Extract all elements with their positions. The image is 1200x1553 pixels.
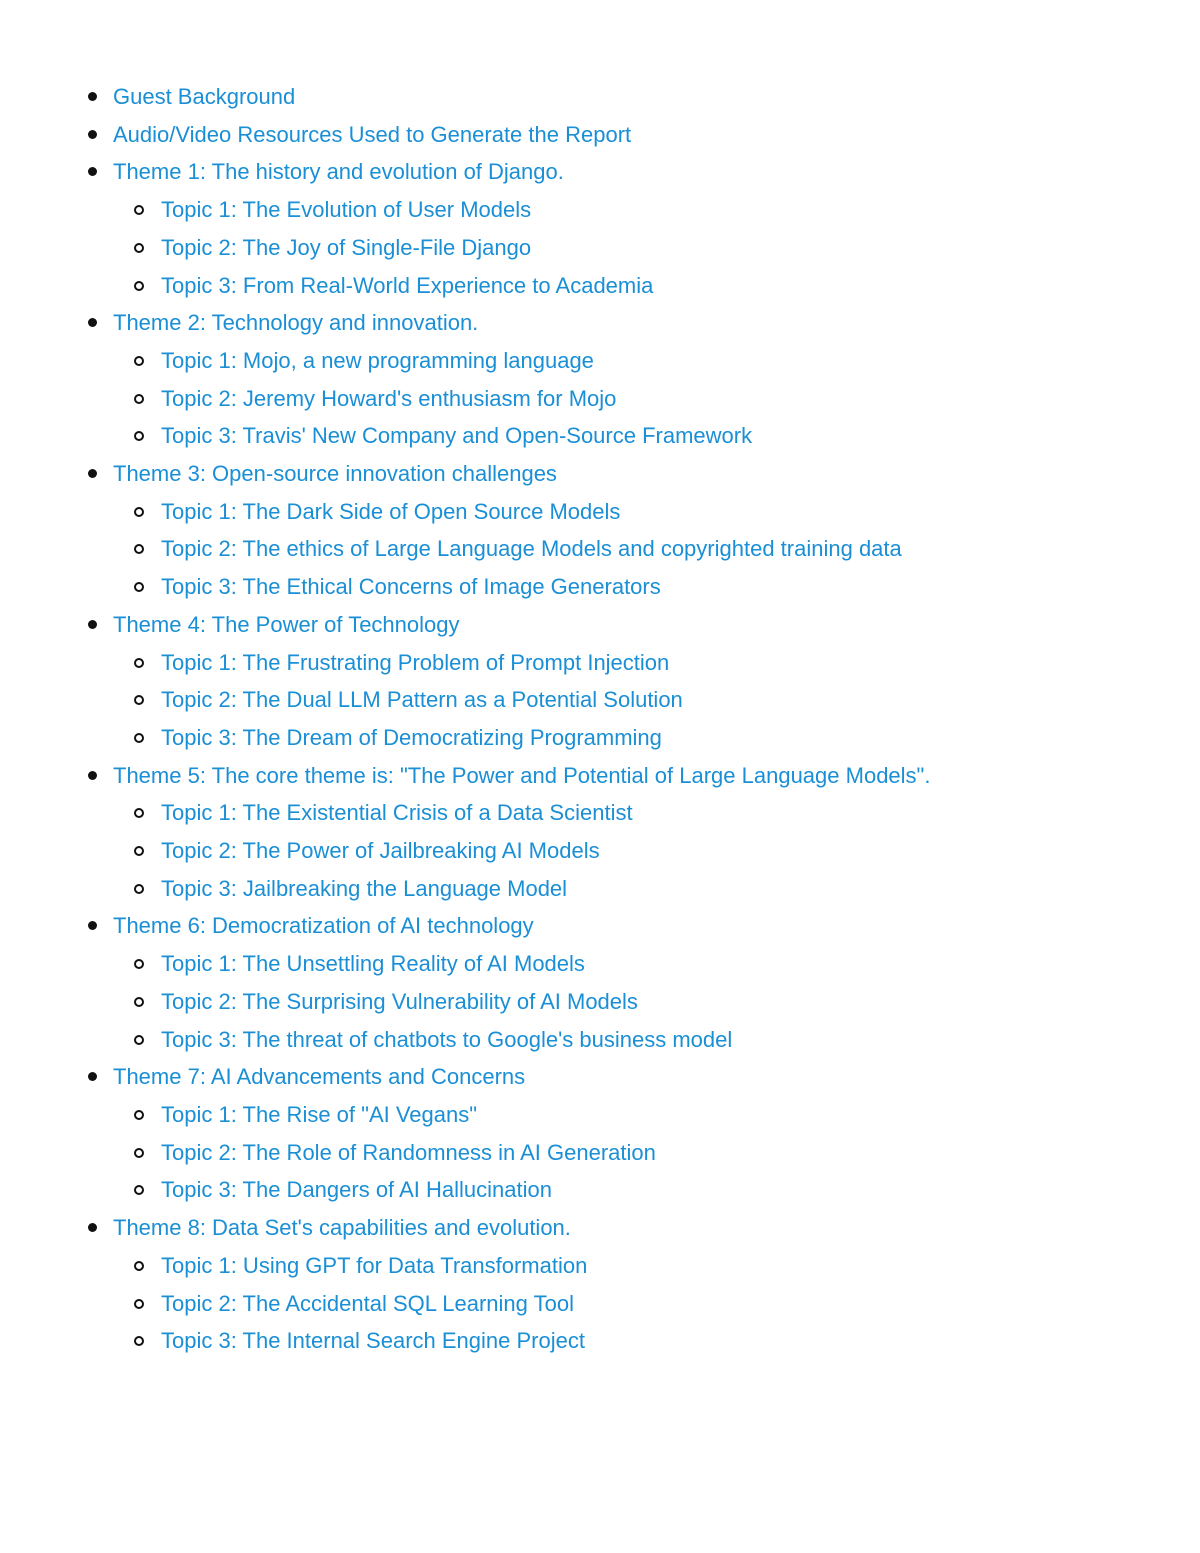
toc-link[interactable]: Theme 6: Democratization of AI technology: [113, 913, 534, 939]
topic-link[interactable]: Topic 1: Using GPT for Data Transformation: [161, 1252, 588, 1278]
topic-link[interactable]: Topic 3: Jailbreaking the Language Model: [161, 875, 568, 901]
bullet-circle-icon: [134, 1035, 144, 1045]
topic-link[interactable]: Topic 1: The Existential Crisis of a Data Scientist: [161, 800, 633, 826]
topic-item: [113, 1171, 930, 1209]
topic-item: [113, 530, 930, 568]
topic-list: [113, 644, 930, 757]
bullet-disc-icon: [88, 167, 97, 176]
topic-item: [113, 191, 930, 229]
topic-item: [113, 417, 930, 455]
bullet-circle-icon: [134, 695, 144, 705]
topic-list: [113, 945, 930, 1058]
bullet-circle-icon: [134, 507, 144, 517]
topic-item: [113, 681, 930, 719]
bullet-disc-icon: [88, 130, 97, 139]
bullet-disc-icon: [88, 1223, 97, 1232]
topic-list: [113, 191, 930, 304]
toc-link[interactable]: Theme 7: AI Advancements and Concerns: [113, 1064, 526, 1090]
topic-link[interactable]: Topic 1: The Dark Side of Open Source Models: [161, 498, 621, 524]
bullet-circle-icon: [134, 205, 144, 215]
bullet-circle-icon: [134, 243, 144, 253]
toc-link[interactable]: Theme 2: Technology and innovation.: [113, 310, 479, 336]
topic-link[interactable]: Topic 2: The Accidental SQL Learning Tool: [161, 1290, 574, 1316]
topic-link[interactable]: Topic 2: The Surprising Vulnerability of AI Models: [161, 988, 638, 1014]
toc-link[interactable]: Theme 3: Open-source innovation challenges: [113, 461, 557, 487]
bullet-circle-icon: [134, 846, 144, 856]
topic-item: [113, 380, 930, 418]
bullet-disc-icon: [88, 620, 97, 629]
topic-item: [113, 1021, 930, 1059]
topic-link[interactable]: Topic 3: Travis' New Company and Open-Source Framework: [161, 423, 753, 449]
topic-item: [113, 229, 930, 267]
bullet-circle-icon: [134, 394, 144, 404]
topic-link[interactable]: Topic 1: The Unsettling Reality of AI Models: [161, 951, 585, 977]
bullet-circle-icon: [134, 281, 144, 291]
topic-item: [113, 1322, 930, 1360]
bullet-circle-icon: [134, 733, 144, 743]
toc-item: [86, 757, 930, 908]
toc-item: [86, 304, 930, 455]
bullet-circle-icon: [134, 1185, 144, 1195]
topic-item: [113, 870, 930, 908]
topic-item: [113, 1285, 930, 1323]
topic-link[interactable]: Topic 2: Jeremy Howard's enthusiasm for Mojo: [161, 385, 617, 411]
bullet-disc-icon: [88, 1072, 97, 1081]
topic-item: [113, 493, 930, 531]
bullet-circle-icon: [134, 1261, 144, 1271]
bullet-disc-icon: [88, 318, 97, 327]
toc-link[interactable]: Theme 5: The core theme is: "The Power and Potential of Large Language Models".: [113, 762, 931, 788]
topic-list: [113, 1247, 930, 1360]
bullet-circle-icon: [134, 1299, 144, 1309]
toc-link[interactable]: Theme 1: The history and evolution of Django.: [113, 159, 564, 185]
topic-item: [113, 267, 930, 305]
topic-link[interactable]: Topic 3: The Dangers of AI Hallucination: [161, 1177, 552, 1203]
topic-item: [113, 568, 930, 606]
topic-link[interactable]: Topic 3: The threat of chatbots to Google's business model: [161, 1026, 733, 1052]
toc-item: [86, 455, 930, 606]
topic-item: [113, 1247, 930, 1285]
topic-link[interactable]: Topic 2: The Power of Jailbreaking AI Models: [161, 838, 600, 864]
topic-link[interactable]: Topic 2: The Dual LLM Pattern as a Potential Solution: [161, 687, 683, 713]
topic-link[interactable]: Topic 1: The Evolution of User Models: [161, 197, 532, 223]
bullet-circle-icon: [134, 959, 144, 969]
topic-item: [113, 794, 930, 832]
topic-item: [113, 832, 930, 870]
bullet-circle-icon: [134, 582, 144, 592]
topic-link[interactable]: Topic 2: The Joy of Single-File Django: [161, 234, 532, 260]
bullet-circle-icon: [134, 1110, 144, 1120]
toc-link[interactable]: Theme 4: The Power of Technology: [113, 611, 460, 637]
topic-item: [113, 983, 930, 1021]
topic-list: [113, 1096, 930, 1209]
toc-link[interactable]: Theme 8: Data Set's capabilities and evolution.: [113, 1215, 571, 1241]
topic-item: [113, 1134, 930, 1172]
topic-list: [113, 794, 930, 907]
bullet-disc-icon: [88, 921, 97, 930]
toc-item: [86, 153, 930, 304]
topic-link[interactable]: Topic 3: The Ethical Concerns of Image Generators: [161, 574, 661, 600]
topic-list: [113, 493, 930, 606]
bullet-circle-icon: [134, 884, 144, 894]
toc-link[interactable]: Audio/Video Resources Used to Generate the Report: [113, 121, 632, 147]
topic-link[interactable]: Topic 3: From Real-World Experience to Academia: [161, 272, 654, 298]
toc-item: [86, 907, 930, 1058]
toc-item: [86, 1209, 930, 1360]
toc-item: [86, 78, 930, 116]
bullet-circle-icon: [134, 1336, 144, 1346]
topic-link[interactable]: Topic 1: Mojo, a new programming language: [161, 347, 594, 373]
topic-link[interactable]: Topic 1: The Rise of "AI Vegans": [161, 1101, 478, 1127]
bullet-circle-icon: [134, 997, 144, 1007]
topic-item: [113, 945, 930, 983]
topic-link[interactable]: Topic 2: The Role of Randomness in AI Generation: [161, 1139, 656, 1165]
table-of-contents: [86, 78, 930, 1360]
topic-item: [113, 1096, 930, 1134]
topic-link[interactable]: Topic 3: The Dream of Democratizing Programming: [161, 724, 662, 750]
bullet-disc-icon: [88, 92, 97, 101]
toc-item: [86, 606, 930, 757]
bullet-circle-icon: [134, 431, 144, 441]
bullet-circle-icon: [134, 356, 144, 366]
bullet-circle-icon: [134, 1148, 144, 1158]
topic-list: [113, 342, 930, 455]
topic-link[interactable]: Topic 3: The Internal Search Engine Project: [161, 1328, 585, 1354]
bullet-circle-icon: [134, 544, 144, 554]
bullet-circle-icon: [134, 808, 144, 818]
topic-item: [113, 644, 930, 682]
topic-item: [113, 342, 930, 380]
topic-link[interactable]: Topic 1: The Frustrating Problem of Prompt Injection: [161, 649, 670, 675]
topic-link[interactable]: Topic 2: The ethics of Large Language Models and copyrighted training data: [161, 536, 902, 562]
bullet-disc-icon: [88, 771, 97, 780]
toc-item: [86, 116, 930, 154]
bullet-circle-icon: [134, 658, 144, 668]
toc-item: [86, 1058, 930, 1209]
toc-link[interactable]: Guest Background: [113, 84, 296, 109]
topic-item: [113, 719, 930, 757]
bullet-disc-icon: [88, 469, 97, 478]
